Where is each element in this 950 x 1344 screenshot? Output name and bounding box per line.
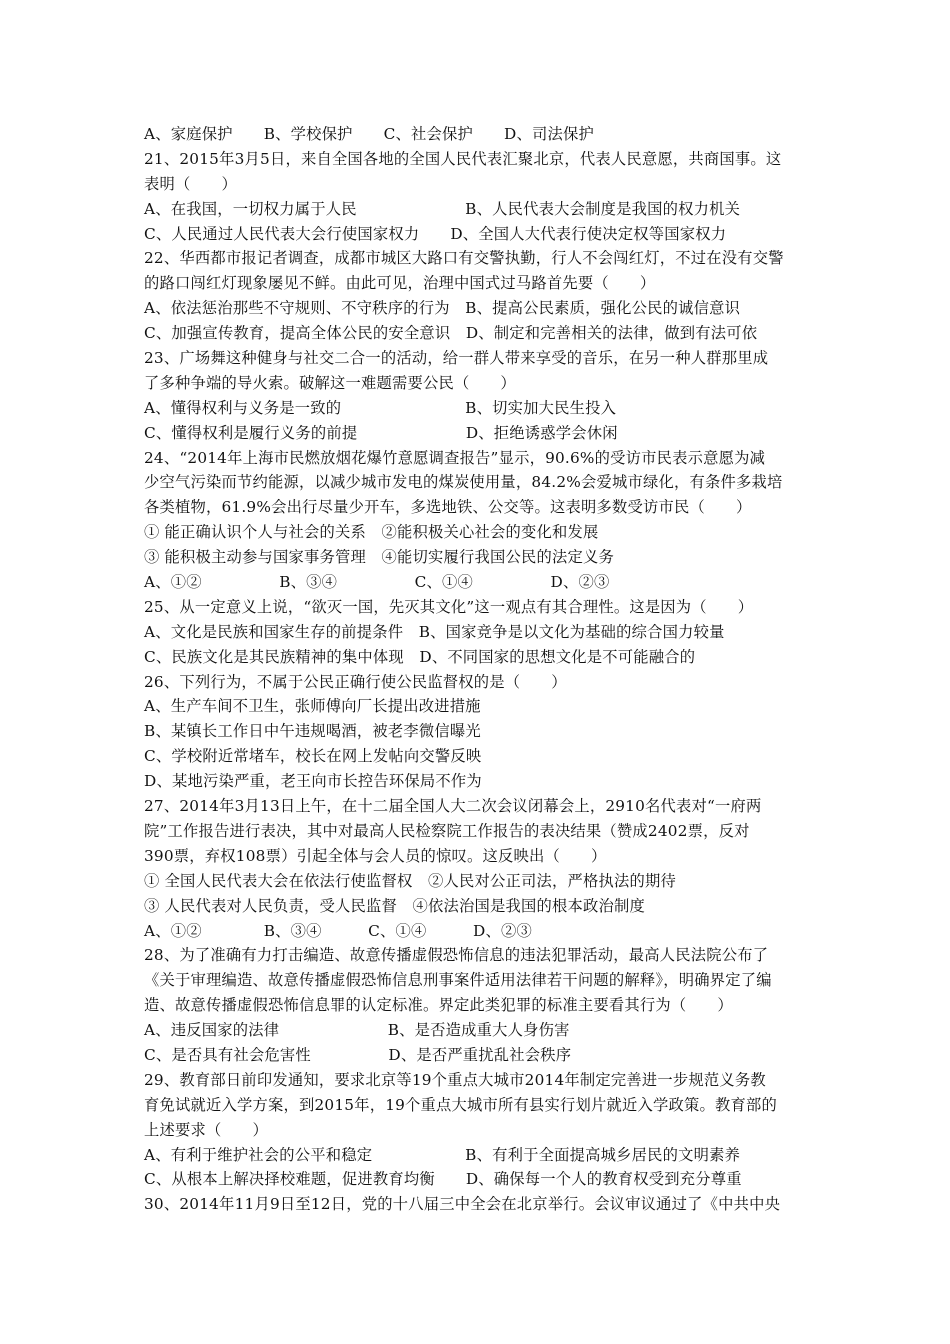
text-line-21: A、文化是民族和国家生存的前提条件 B、国家竞争是以文化为基础的综合国力较量 — [144, 622, 725, 641]
text-line-30: 390票，弃权108票）引起全体与会人员的惊叹。这反映出（ ） — [144, 846, 607, 865]
text-line-31: ① 全国人民代表大会在依法行使监督权 ②人民对公正司法，严格执法的期待 — [144, 871, 676, 890]
text-line-7: 的路口闯红灯现象屡见不鲜。由此可见，治理中国式过马路首先要（ ） — [144, 274, 656, 293]
text-line-17: ① 能正确认识个人与社会的关系 ②能积极关心社会的变化和发展 — [144, 523, 599, 542]
text-line-14: 24、“2014年上海市民燃放烟花爆竹意愿调查报告”显示，90.6%的受访市民表示意愿为减 — [144, 448, 766, 467]
question-text-block — [144, 122, 814, 1217]
text-line-24: A、生产车间不卫生，张师傅向厂长提出改进措施 — [144, 697, 481, 716]
text-line-26: C、学校附近常堵车，校长在网上发帖向交警反映 — [144, 747, 482, 766]
text-line-6: 22、华西都市报记者调查，成都市城区大路口有交警执勤，行人不会闯红灯，不过在没有交警 — [144, 249, 784, 268]
text-line-44: 30、2014年11月9日至12日，党的十八届三中全会在北京举行。会议审议通过了《中共中央 — [144, 1195, 781, 1214]
text-line-9: C、加强宣传教育，提高全体公民的安全意识 D、制定和完善相关的法律，做到有法可依 — [144, 324, 758, 343]
text-line-40: 育免试就近入学方案，到2015年，19个重点大城市所有县实行划片就近入学政策。教育部的 — [144, 1095, 777, 1114]
text-line-37: A、违反国家的法律 B、是否造成重大人身伤害 — [144, 1021, 570, 1040]
text-line-10: 23、广场舞这种健身与社交二合一的活动，给一群人带来享受的音乐，在另一种人群那里成 — [144, 349, 769, 368]
text-line-38: C、是否具有社会危害性 D、是否严重扰乱社会秩序 — [144, 1045, 572, 1064]
text-line-32: ③ 人民代表对人民负责，受人民监督 ④依法治国是我国的根本政治制度 — [144, 896, 645, 915]
text-line-2: 21、2015年3月5日，来自全国各地的全国人民代表汇聚北京，代表人民意愿，共商国事。这 — [144, 149, 782, 168]
text-line-5: C、人民通过人民代表大会行使国家权力 D、全国人大代表行使决定权等国家权力 — [144, 224, 727, 243]
text-line-1: A、家庭保护 B、学校保护 C、社会保护 D、司法保护 — [144, 125, 594, 143]
text-line-3: 表明（ ） — [144, 174, 237, 193]
text-line-28: 27、2014年3月13日上午，在十二届全国人大二次会议闭幕会上，2910名代表对“一府两 — [144, 797, 762, 816]
text-line-33: A、①② B、③④ C、①④ D、②③ — [144, 921, 532, 940]
text-line-42: A、有利于维护社会的公平和稳定 B、有利于全面提高城乡居民的文明素养 — [144, 1145, 741, 1164]
text-line-13: C、懂得权利是履行义务的前提 D、拒绝诱惑学会休闲 — [144, 423, 618, 442]
text-line-36: 造、故意传播虚假恐怖信息罪的认定标准。界定此类犯罪的标准主要看其行为（ ） — [144, 996, 733, 1015]
text-line-41: 上述要求（ ） — [144, 1120, 268, 1139]
text-line-4: A、在我国，一切权力属于人民 B、人民代表大会制度是我国的权力机关 — [144, 199, 741, 218]
text-line-35: 《关于审理编造、故意传播虚假恐怖信息刑事案件适用法律若干问题的解释》，明确界定了编 — [144, 971, 772, 990]
text-line-23: 26、下列行为，不属于公民正确行使公民监督权的是（ ） — [144, 672, 567, 691]
text-line-16: 各类植物，61.9%会出行尽量少开车，多选地铁、公交等。这表明多数受访市民（ ） — [144, 498, 752, 517]
text-line-22: C、民族文化是其民族精神的集中体现 D、不同国家的思想文化是不可能融合的 — [144, 647, 696, 666]
text-line-12: A、懂得权利与义务是一致的 B、切实加大民生投入 — [144, 398, 617, 417]
text-line-25: B、某镇长工作日中午违规喝酒，被老李微信曝光 — [144, 722, 481, 741]
text-line-11: 了多种争端的导火索。破解这一难题需要公民（ ） — [144, 373, 516, 392]
text-line-29: 院”工作报告进行表决，其中对最高人民检察院工作报告的表决结果（赞成2402票，反对 — [144, 821, 750, 840]
text-line-39: 29、教育部日前印发通知，要求北京等19个重点大城市2014年制定完善进一步规范义务教 — [144, 1070, 766, 1089]
text-line-27: D、某地污染严重，老王向市长控告环保局不作为 — [144, 772, 482, 791]
text-line-18: ③ 能积极主动参与国家事务管理 ④能切实履行我国公民的法定义务 — [144, 548, 614, 567]
text-line-19: A、①② B、③④ C、①④ D、②③ — [144, 573, 610, 592]
text-line-15: 少空气污染而节约能源，以减少城市发电的煤炭使用量，84.2%会爱城市绿化，有条件多栽培 — [144, 473, 783, 492]
text-line-8: A、依法惩治那些不守规则、不守秩序的行为 B、提高公民素质，强化公民的诚信意识 — [144, 299, 741, 318]
text-line-43: C、从根本上解决择校难题，促进教育均衡 D、确保每一个人的教育权受到充分尊重 — [144, 1170, 742, 1189]
text-line-20: 25、从一定意义上说，“欲灭一国，先灭其文化”这一观点有其合理性。这是因为（ ） — [144, 597, 754, 616]
text-line-34: 28、为了准确有力打击编造、故意传播虚假恐怖信息的违法犯罪活动，最高人民法院公布了 — [144, 946, 769, 965]
